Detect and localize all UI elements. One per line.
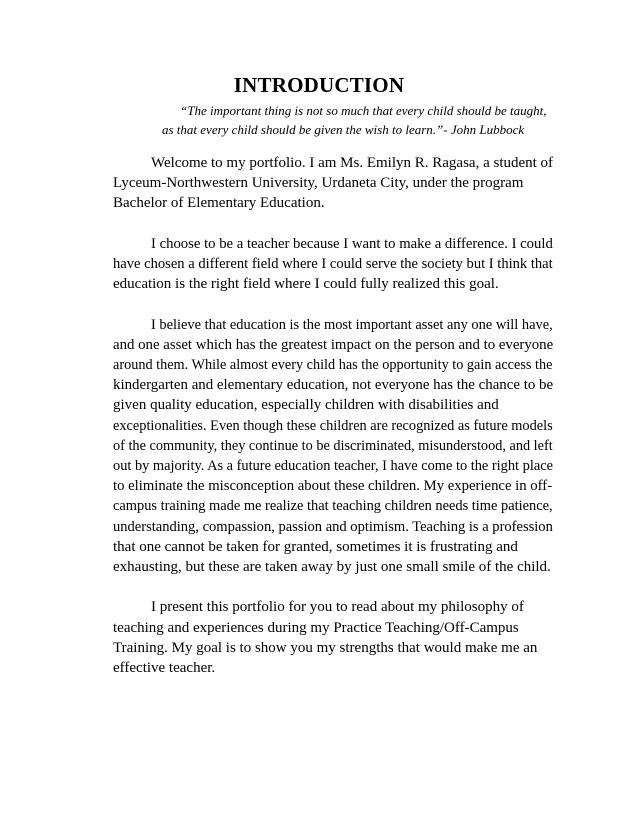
paragraph-line: that one cannot be taken for granted, sometimes it is frustrating and [113,538,518,555]
paragraph-line: campus training made me realize that teaching children needs time patience, [113,498,553,515]
paragraph-line: have chosen a different field where I could serve the society but I think that [113,256,553,272]
paragraph-line: Lyceum-Northwestern University, Urdaneta City, under the program [113,175,524,192]
paragraph-line: of the community, they continue to be discriminated, misunderstood, and left [113,437,553,454]
paragraph-line: out by majority. As a future education teacher, I have come to the right place [113,458,553,475]
paragraph-line: kindergarten and elementary education, not everyone has the chance to be [113,377,554,394]
page-title: INTRODUCTION [233,73,405,97]
paragraph-line: I present this portfolio for you to read about my philosophy of [151,599,524,616]
paragraph-line: around them. While almost every child has the opportunity to gain access the [113,357,553,373]
paragraph-line: education is the right field where I could fully realized this goal. [113,276,499,293]
paragraph-line: I choose to be a teacher because I want to make a difference. I could [151,235,553,252]
paragraph-choice [113,234,553,295]
paragraph-welcome [113,153,553,214]
epigraph-line-2: as that every child should be given the wish to learn.”- John Lubbock [162,122,525,137]
paragraph-line: Bachelor of Elementary Education. [113,195,325,212]
paragraph-line: exceptionalities. Even though these children are recognized as future models [113,417,553,434]
paragraph-portfolio [113,597,553,678]
paragraph-line: Welcome to my portfolio. I am Ms. Emilyn R. Ragasa, a student of [151,155,554,171]
paragraph-line: given quality education, especially children with disabilities and [113,397,499,414]
paragraph-line: effective teacher. [113,660,216,677]
epigraph-line-1: “The important thing is not so much that every child should be taught, [180,103,547,118]
paragraph-belief [113,315,553,578]
paragraph-line: teaching and experiences during my Practice Teaching/Off-Campus [113,619,519,636]
paragraph-line: to eliminate the misconception about these children. My experience in off- [113,478,553,495]
paragraph-line: exhausting, but these are taken away by just one small smile of the child. [113,559,551,576]
paragraph-line: Training. My goal is to show you my strengths that would make me an [113,639,538,656]
paragraph-line: and one asset which has the greatest impact on the person and to everyone [113,336,554,353]
paragraph-line: understanding, compassion, passion and optimism. Teaching is a profession [113,518,553,535]
paragraph-line: I believe that education is the most important asset any one will have, [151,316,553,333]
body-text [113,153,553,698]
